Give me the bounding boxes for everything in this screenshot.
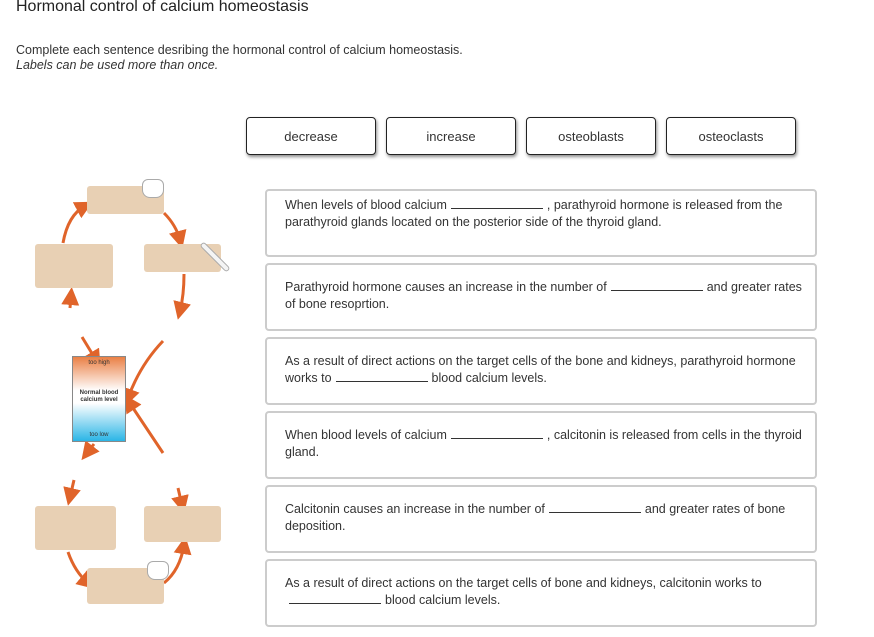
sentence-card-4 [265, 411, 817, 479]
sentence-text: blood calcium levels. [385, 593, 501, 607]
drop-zone-2[interactable] [35, 244, 113, 288]
calcium-level-gauge [72, 356, 126, 442]
sentence-text: As a result of direct actions on the target cells of the bone and kidneys, parathyroid hormone works to [285, 354, 796, 385]
sentence-text: blood calcium levels. [431, 371, 547, 385]
sentence-card-3 [265, 337, 817, 405]
answer-blank[interactable] [451, 427, 543, 439]
answer-blank[interactable] [549, 501, 641, 513]
answer-blank[interactable] [451, 197, 543, 209]
gauge-normal: Normal blood calcium level [79, 390, 119, 403]
sentence-card-6 [265, 559, 817, 627]
parathyroid-icon [147, 561, 169, 580]
label-increase[interactable]: increase [386, 117, 516, 155]
sentence-text: As a result of direct actions on the target cells of bone and kidneys, calcitonin works to [285, 576, 762, 590]
sentence-card-5 [265, 485, 817, 553]
sentence-text: When blood levels of calcium [285, 428, 447, 442]
sentence-card-1 [265, 189, 817, 257]
sentence-text: and greater rates of bone deposition. [285, 502, 786, 533]
page-title: Hormonal control of calcium homeostasis [16, 0, 309, 15]
answer-blank[interactable] [336, 370, 428, 382]
label-osteoblasts[interactable]: osteoblasts [526, 117, 656, 155]
sentence-text: and greater rates of bone resoprtion. [285, 280, 802, 311]
thyroid-icon [142, 179, 164, 198]
label-osteoclasts[interactable]: osteoclasts [666, 117, 796, 155]
instructions-note: Labels can be used more than once. [16, 58, 219, 72]
answer-blank[interactable] [611, 279, 703, 291]
label-decrease[interactable]: decrease [246, 117, 376, 155]
sentence-text: Parathyroid hormone causes an increase in the number of [285, 280, 607, 294]
sentence-text: Calcitonin causes an increase in the number of [285, 502, 545, 516]
sentence-text: , calcitonin is released from cells in the thyroid gland. [285, 428, 802, 459]
drop-zone-4[interactable] [35, 506, 116, 550]
drop-zone-5[interactable] [144, 506, 221, 542]
sentence-card-2 [265, 263, 817, 331]
instructions-line: Complete each sentence desribing the hormonal control of calcium homeostasis. [16, 43, 463, 57]
sentence-text: When levels of blood calcium [285, 198, 447, 212]
gauge-too-high: too high [88, 360, 110, 366]
gauge-too-low: too low [89, 432, 109, 438]
answer-blank[interactable] [289, 592, 381, 604]
sentence-text: , parathyroid hormone is released from the parathyroid glands located on the posterior side of the thyroid gland. [285, 198, 783, 229]
